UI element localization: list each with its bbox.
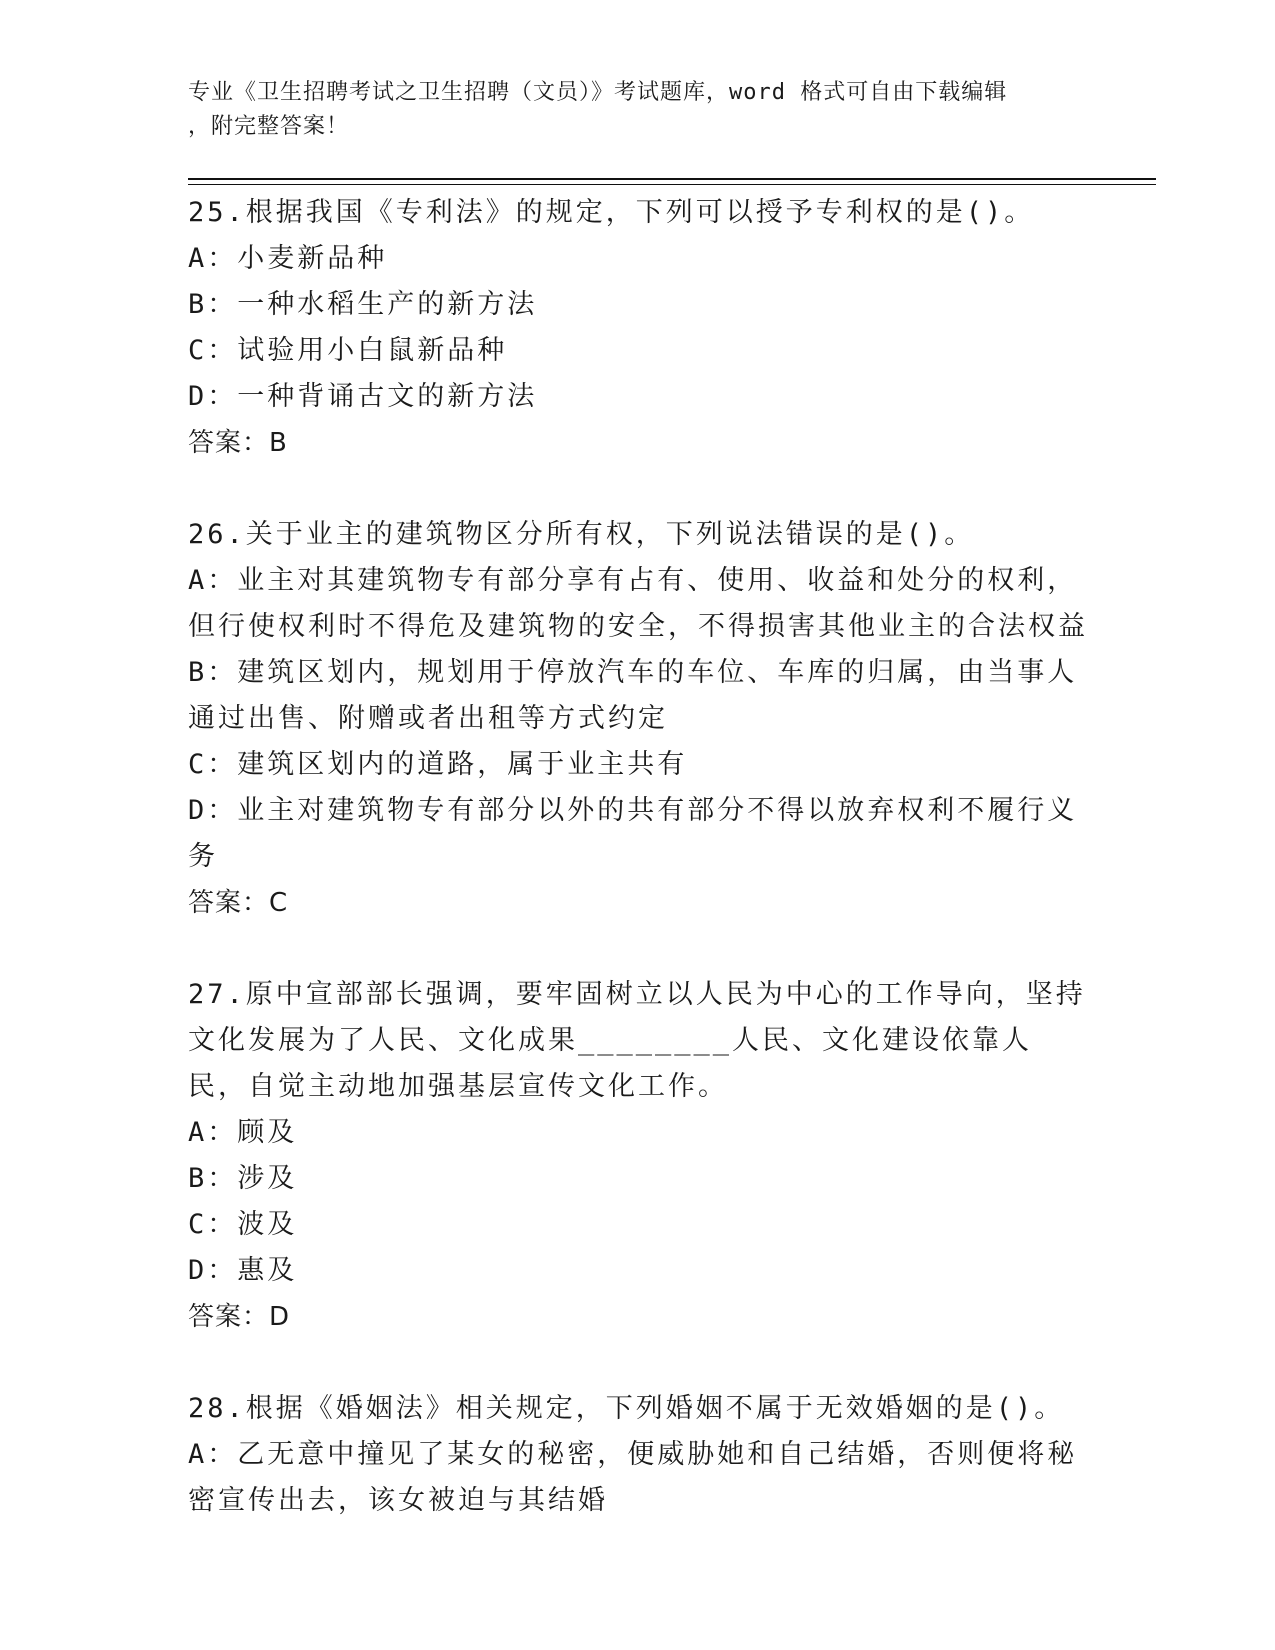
- option-d: D：业主对建筑物专有部分以外的共有部分不得以放弃权利不履行义务: [188, 795, 1078, 872]
- header-divider-thick: [188, 178, 1156, 180]
- option-b: B：一种水稻生产的新方法: [188, 289, 538, 320]
- option-c: C：建筑区划内的道路，属于业主共有: [188, 749, 688, 780]
- option-b: B：涉及: [188, 1163, 298, 1194]
- question-text: 26.关于业主的建筑物区分所有权，下列说法错误的是()。: [188, 519, 975, 550]
- option-a: A：业主对其建筑物专有部分享有占有、使用、收益和处分的权利，但行使权利时不得危及建筑物的安全，不得损害其他业主的合法权益: [188, 565, 1088, 642]
- document-header: [188, 76, 1068, 144]
- question-27: [188, 972, 1088, 1340]
- header-line-1: 专业《卫生招聘考试之卫生招聘（文员）》考试题库，word 格式可自由下载编辑: [188, 80, 1008, 105]
- header-line-2: ，附完整答案！: [188, 114, 350, 139]
- question-text: 25.根据我国《专利法》的规定，下列可以授予专利权的是()。: [188, 197, 1035, 228]
- question-text: 28.根据《婚姻法》相关规定，下列婚姻不属于无效婚姻的是()。: [188, 1393, 1065, 1424]
- header-divider-thin: [188, 184, 1156, 185]
- question-25: [188, 190, 1088, 466]
- option-d: D：惠及: [188, 1255, 298, 1286]
- question-text: 27.原中宣部部长强调，要牢固树立以人民为中心的工作导向，坚持文化发展为了人民、文化成果________人民、文化建设依靠人民，自觉主动地加强基层宣传文化工作。: [188, 979, 1086, 1102]
- option-a: A：乙无意中撞见了某女的秘密，便威胁她和自己结婚，否则便将秘密宣传出去，该女被迫与其结婚: [188, 1439, 1078, 1516]
- option-c: C：试验用小白鼠新品种: [188, 335, 508, 366]
- option-c: C：波及: [188, 1209, 298, 1240]
- option-a: A：小麦新品种: [188, 243, 388, 274]
- answer-label: 答案：D: [188, 1302, 291, 1332]
- answer-label: 答案：B: [188, 428, 288, 458]
- answer-label: 答案：C: [188, 888, 289, 918]
- option-d: D：一种背诵古文的新方法: [188, 381, 538, 412]
- option-a: A：顾及: [188, 1117, 298, 1148]
- question-list: [188, 190, 1088, 1524]
- option-b: B：建筑区划内，规划用于停放汽车的车位、车库的归属，由当事人通过出售、附赠或者出租等方式约定: [188, 657, 1078, 734]
- question-28: [188, 1386, 1088, 1524]
- question-26: [188, 512, 1088, 926]
